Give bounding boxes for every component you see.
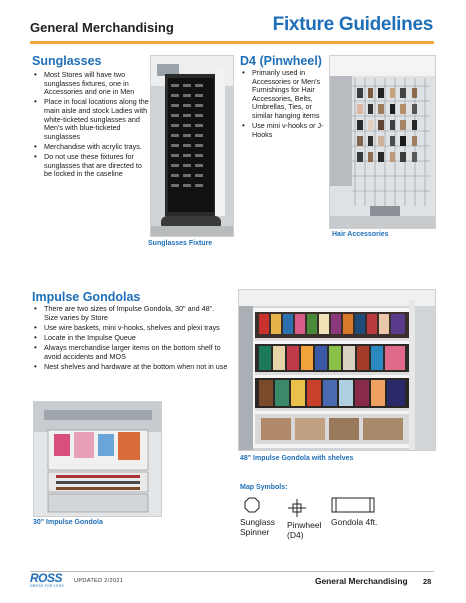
sunglasses-bullet: • Merchandise with acrylic trays. bbox=[44, 143, 150, 152]
page-number: 28 bbox=[423, 577, 432, 586]
sunglasses-caption: Sunglasses Fixture bbox=[148, 240, 213, 247]
impulse-gondola-48-photo bbox=[238, 289, 436, 451]
map-symbol-label-sunglass: Sunglass Spinner bbox=[240, 517, 275, 537]
hair-accessories-caption: Hair Accessories bbox=[332, 231, 389, 238]
hair-accessories-photo bbox=[329, 55, 436, 229]
pinwheel-bullets bbox=[240, 69, 326, 141]
sunglasses-heading: Sunglasses bbox=[32, 54, 102, 68]
sunglasses-fixture-photo bbox=[150, 55, 234, 237]
impulse-bullet: • Locate in the Impulse Queue bbox=[44, 334, 228, 343]
page-title: Fixture Guidelines bbox=[272, 14, 433, 35]
impulse-bullet: • Use wire baskets, mini v-hooks, shelves and plexi trays bbox=[44, 324, 228, 333]
footer-section-label: General Merchandising bbox=[315, 576, 408, 586]
impulse-gondola-30-photo bbox=[33, 401, 162, 517]
sunglasses-bullet: • Most Stores will have two sunglasses fixtures, one in Accessories and one in Men bbox=[44, 71, 150, 97]
pinwheel-bullet: • Primarily used in Accessories or Men's Furnishings for Hair Accessories, Belts, Umbrellas, Ties, or similar hanging items bbox=[252, 69, 326, 121]
map-symbol-label-gondola: Gondola 4ft. bbox=[331, 517, 378, 527]
sunglasses-bullet: • Place in focal locations along the main aisle and stock Ladies with white-ticketed sunglasses and Men's with blue-ticketed sunglasses bbox=[44, 98, 150, 141]
impulse-gondola-30-caption: 30" Impulse Gondola bbox=[33, 519, 103, 526]
sunglasses-bullets bbox=[32, 71, 150, 181]
octagon-icon bbox=[244, 497, 260, 518]
impulse-bullets bbox=[32, 305, 228, 373]
impulse-gondola-48-caption: 48" Impulse Gondola with shelves bbox=[240, 455, 354, 462]
map-symbol-label-pinwheel: Pinwheel (D4) bbox=[287, 520, 322, 540]
ross-logo-subtext: DRESS FOR LESS bbox=[30, 584, 64, 588]
header-section-label: General Merchandising bbox=[30, 20, 174, 35]
footer-divider bbox=[30, 571, 434, 572]
pinwheel-bullet: • Use mini v-hooks or J-Hooks bbox=[252, 122, 326, 139]
impulse-heading: Impulse Gondolas bbox=[32, 290, 141, 304]
ross-logo bbox=[30, 572, 64, 588]
sunglasses-bullet: • Do not use these fixtures for sunglasses that are directed to be locked in the caseline bbox=[44, 153, 150, 179]
impulse-bullet: • Always merchandise larger items on the bottom shelf to avoid accidents and MOS bbox=[44, 344, 228, 361]
gondola-icon bbox=[331, 497, 375, 518]
updated-date: UPDATED 2/2021 bbox=[74, 578, 124, 584]
impulse-bullet: • Nest shelves and hardware at the bottom when not in use bbox=[44, 363, 228, 372]
impulse-bullet: • There are two sizes of Impulse Gondola, 30" and 48". Size varies by Store bbox=[44, 305, 228, 322]
map-symbols-heading: Map Symbols: bbox=[240, 484, 288, 491]
ross-logo-text: ROSS bbox=[30, 571, 63, 585]
pinwheel-heading: D4 (Pinwheel) bbox=[240, 54, 322, 68]
header-divider bbox=[30, 41, 434, 44]
